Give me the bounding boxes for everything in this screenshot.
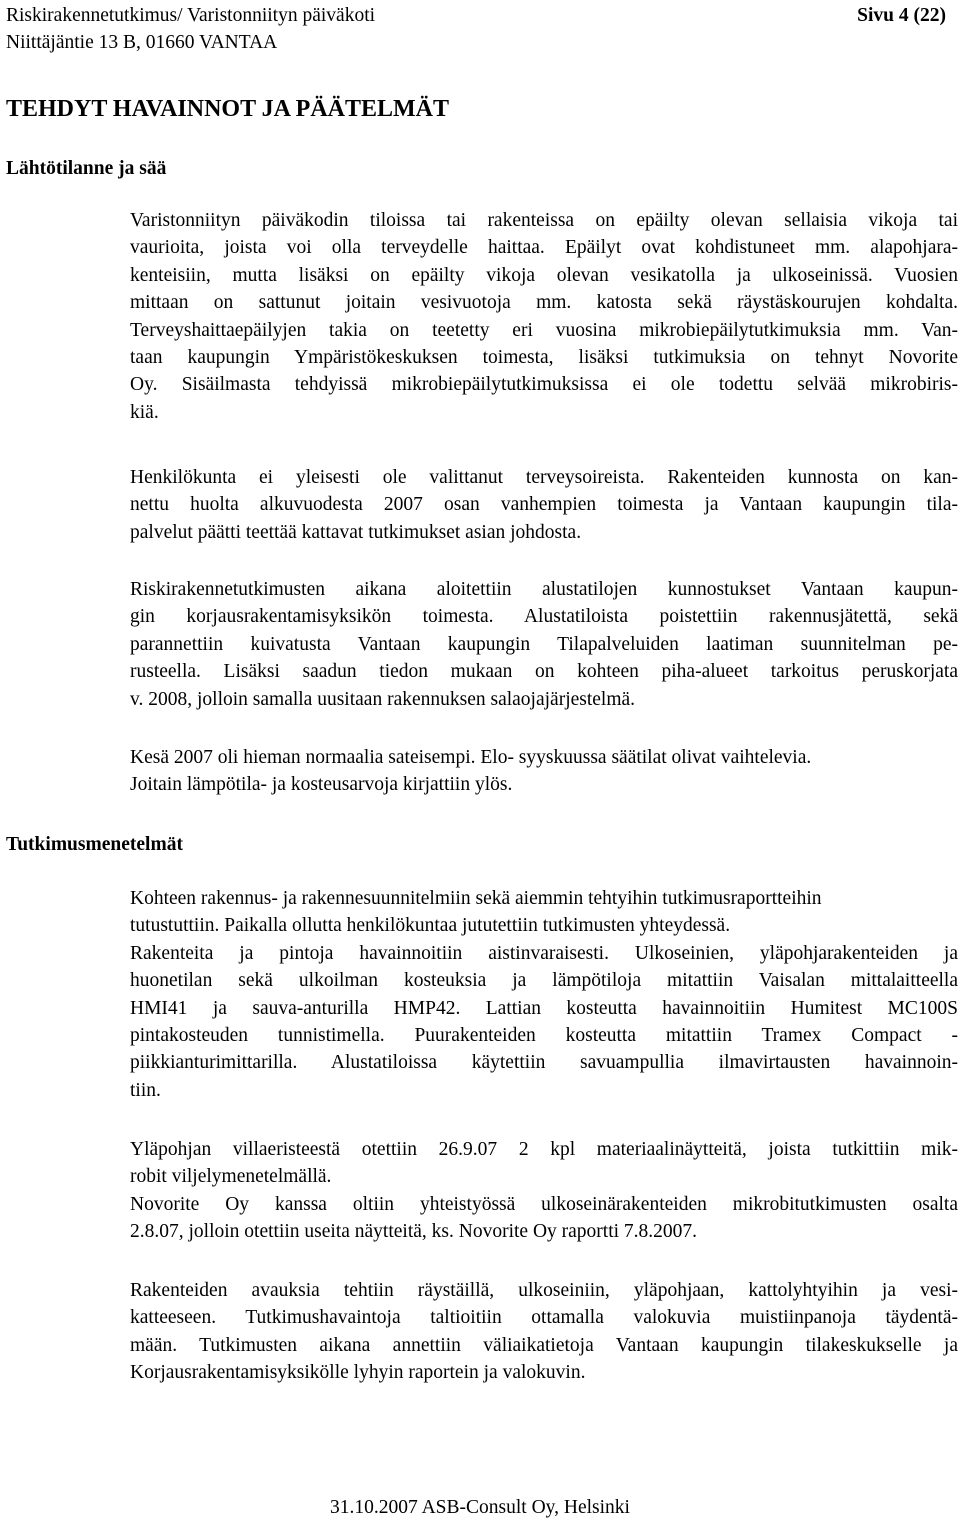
text-line: Oy. Sisäilmasta tehdyissä mikrobiepäilytutkimuksissa ei ole todettu selvää mikrobiris- [130,374,958,396]
text-line: tutustuttiin. Paikalla ollutta henkilökuntaa jututettiin tutkimusten yhteydessä. [130,915,731,937]
text-line: HMI41 ja sauva-anturilla HMP42. Lattian kosteutta havainnoitiin Humitest MC100S [130,997,958,1019]
text-line: taan kaupungin Ympäristökeskuksen toimesta, lisäksi tutkimuksia on tehnyt Novorite [130,346,958,368]
text-line: Korjausrakentamisyksikölle lyhyin raportein ja valokuvin. [130,1362,586,1384]
page-title: TEHDYT HAVAINNOT JA PÄÄTELMÄT [6,96,449,122]
text-line: rusteella. Lisäksi saadun tiedon mukaan on kohteen piha-alueet tarkoitus peruskorjata [130,661,958,683]
paragraph-methods [130,885,958,1104]
text-line: Varistonniityn päiväkodin tiloissa tai rakenteissa on epäilty olevan sellaisia vikoja tai [130,210,958,231]
text-line: robit viljelymenetelmällä. [130,1166,332,1188]
text-line: v. 2008, jolloin samalla uusitaan rakennuksen salaojajärjestelmä. [130,688,636,710]
footer-date-company: 31.10.2007 ASB-Consult Oy, Helsinki [330,1497,630,1518]
text-line: Yläpohjan villaeristeestä otettiin 26.9.07 2 kpl materiaalinäytteitä, joista tutkittiin mik- [130,1139,958,1160]
text-line: kenteisiin, mutta lisäksi on epäilty vikoja olevan vesikatolla ja ulkoseinissä. Vuosien [130,264,958,286]
text-line: Rakenteita ja pintoja havainnoitiin aistinvaraisesti. Ulkoseinien, yläpohjarakenteiden ja [130,942,958,964]
paragraph-openings [130,1277,958,1387]
text-line: nettu huolta alkuvuodesta 2007 osan vanhempien toimesta ja Vantaan kaupungin tila- [130,494,958,516]
text-line: mittaan on sattunut joitain vesivuotoja mm. katosta sekä räystäskourujen kohdalta. [130,292,958,314]
page-number: Sivu 4 (22) [857,5,946,26]
paragraph-weather [130,744,958,799]
section-heading-tutkimusmenetelmat: Tutkimusmenetelmät [6,834,183,855]
text-line: Kesä 2007 oli hieman normaalia sateisempi. Elo- syyskuussa säätilat olivat vaihtelevia. [130,747,812,768]
text-line: Riskirakennetutkimusten aikana aloitettiin alustatilojen kunnostukset Vantaan kaupun- [130,579,958,600]
paragraph-samples [130,1136,958,1246]
text-line: Terveyshaittaepäilyjen takia on teetetty eri vuosina mikrobiepäilytutkimuksia mm. Van- [130,319,958,341]
text-line: Novorite Oy kanssa oltiin yhteistyössä ulkoseinärakenteiden mikrobitutkimusten osalta [130,1193,958,1215]
text-line: gin korjausrakentamisyksikön toimesta. Alustatiloista poistettiin rakennusjätettä, sekä [130,606,958,628]
header-report-title: Riskirakennetutkimus/ Varistonniityn päiväkoti [6,5,376,26]
text-line: Joitain lämpötila- ja kosteusarvoja kirjattiin ylös. [130,774,513,796]
text-line: Henkilökunta ei yleisesti ole valittanut terveysoireista. Rakenteiden kunnosta on kan- [130,467,958,488]
text-line: palvelut päätti teettää kattavat tutkimukset asian johdosta. [130,521,582,543]
header-address: Niittäjäntie 13 B, 01660 VANTAA [6,32,278,53]
paragraph-repairs [130,576,958,713]
text-line: kiä. [130,401,159,423]
text-line: vaurioita, joista voi olla terveydelle haittaa. Epäilyt ovat kohdistuneet mm. alapohjara- [130,237,958,259]
text-line: 2.8.07, jolloin otettiin useita näytteitä, ks. Novorite Oy raportti 7.8.2007. [130,1221,698,1243]
section-heading-lahtotilanne: Lähtötilanne ja sää [6,158,167,179]
text-line: katteeseen. Tutkimushavaintoja taltioitiin ottamalla valokuvia muistiinpanoja täydentä- [130,1307,958,1329]
text-line: pintakosteuden tunnistimella. Puurakenteiden kosteutta mitattiin Tramex Compact - [130,1024,958,1046]
text-line: parannettiin kuivatusta Vantaan kaupungin Tilapalveluiden laatiman suunnitelman pe- [130,633,958,655]
text-line: huonetilan sekä ulkoilman kosteuksia ja lämpötiloja mitattiin Vaisalan mittalaitteella [130,970,958,992]
text-line: Rakenteiden avauksia tehtiin räystäillä, ulkoseiniin, yläpohjaan, kattolyhtyihin ja vesi- [130,1280,958,1301]
paragraph-background [130,207,958,426]
paragraph-staff [130,464,958,546]
text-line: piikkianturimittarilla. Alustatiloissa käytettiin savuampullia ilmavirtausten havainnoin- [130,1052,958,1074]
text-line: Kohteen rakennus- ja rakennesuunnitelmiin sekä aiemmin tehtyihin tutkimusraportteihin [130,888,822,909]
text-line: tiin. [130,1079,161,1101]
text-line: mään. Tutkimusten aikana annettiin väliaikatietoja Vantaan kaupungin tilakeskukselle ja [130,1334,958,1356]
